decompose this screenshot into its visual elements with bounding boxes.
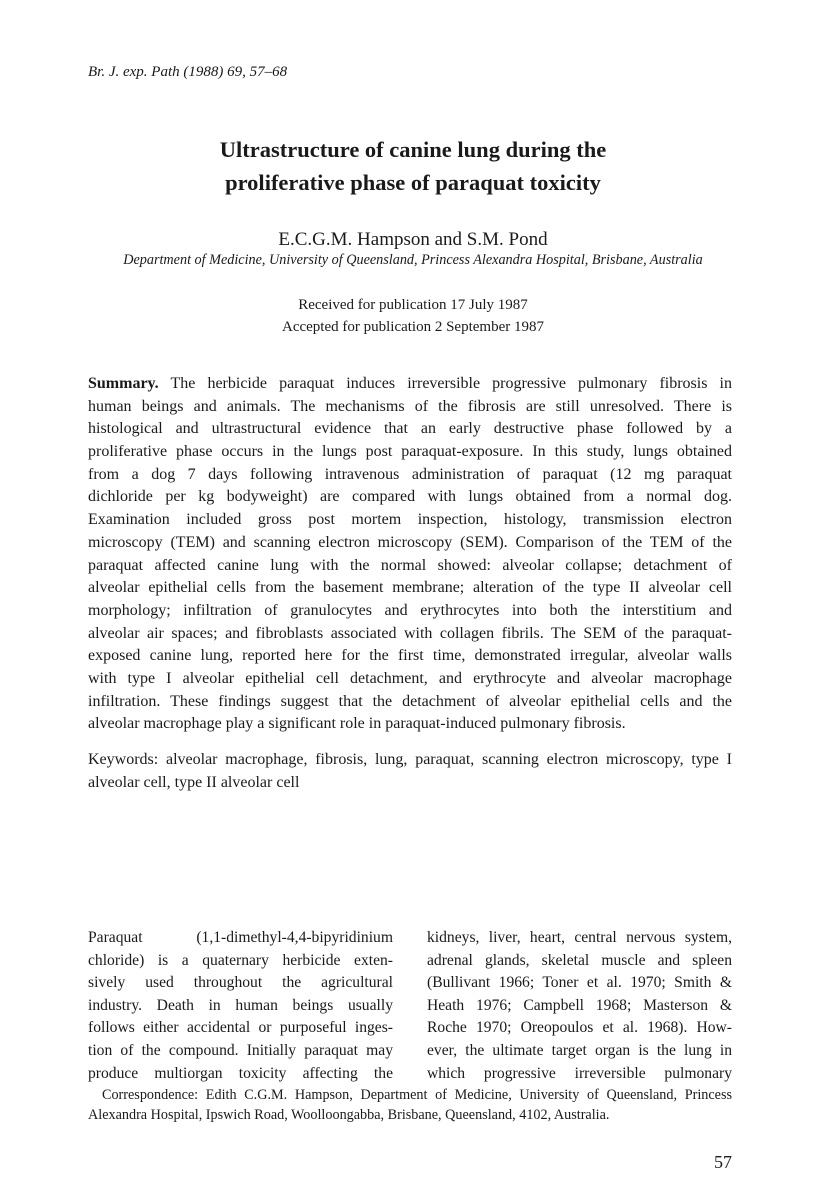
summary-line: Summary. The herbicide paraquat induces irreversible progressive pulmonary fibrosis in — [88, 375, 732, 392]
summary-line: human beings and animals. The mechanisms of the fibrosis are still unresolved. There is — [88, 397, 732, 415]
body-line: Roche 1970; Oreopoulos et al. 1968). How- — [427, 1019, 732, 1037]
received-date: Received for publication 17 July 1987 — [298, 297, 528, 313]
summary-line: dichloride per kg bodyweight) are compared with lungs obtained from a normal dog. — [88, 488, 732, 506]
body-line: adrenal glands, skeletal muscle and spleen — [427, 951, 732, 969]
keywords-line: alveolar cell, type II alveolar cell — [88, 773, 300, 791]
publication-dates — [0, 294, 816, 338]
summary-line: paraquat affected canine lung with the normal showed: alveolar collapse; detachment of — [88, 556, 732, 574]
correspondence-footnote — [88, 1085, 732, 1125]
summary-label: Summary. — [88, 375, 159, 392]
body-line: Paraquat (1,1-dimethyl-4,4-bipyridinium — [88, 929, 393, 946]
title-line: proliferative phase of paraquat toxicity — [225, 170, 601, 195]
summary-line: alveolar air spaces; and fibroblasts associated with collagen fibrils. The SEM of the paraquat- — [88, 624, 732, 642]
authors: E.C.G.M. Hampson and S.M. Pond — [278, 229, 548, 250]
body-line: ever, the ultimate target organ is the lung in — [427, 1041, 732, 1059]
summary-line: alveolar macrophage play a significant role in paraquat-induced pulmonary fibrosis. — [88, 715, 626, 733]
summary-line: infiltration. These findings suggest that the detachment of alveolar epithelial cells and the — [88, 692, 732, 710]
body-line: industry. Death in human beings usually — [88, 996, 393, 1014]
summary-line: morphology; infiltration of granulocytes and erythrocytes into both the interstitium and — [88, 601, 732, 619]
summary-line: from a dog 7 days following intravenous administration of paraquat (12 mg paraquat — [88, 465, 732, 483]
affiliation: Department of Medicine, University of Queensland, Princess Alexandra Hospital, Brisbane, Australia — [123, 252, 703, 268]
body-line: Heath 1976; Campbell 1968; Masterson & — [427, 996, 732, 1014]
body-line: follows either accidental or purposeful inges- — [88, 1019, 393, 1037]
accepted-date: Accepted for publication 2 September 1987 — [281, 319, 544, 335]
summary-line: exposed canine lung, reported here for the first time, demonstrated irregular, alveolar walls — [88, 647, 732, 665]
body-line: produce multiorgan toxicity affecting the — [88, 1064, 393, 1082]
title-line: Ultrastructure of canine lung during the — [219, 137, 607, 162]
summary-line: proliferative phase occurs in the lungs post paraquat-exposure. In this study, lungs obtained — [88, 443, 732, 461]
body-line: sively used throughout the agricultural — [88, 974, 393, 992]
summary-line: microscopy (TEM) and scanning electron microscopy (SEM). Comparison of the TEM of the — [88, 533, 732, 551]
body-line: kidneys, liver, heart, central nervous system, — [427, 929, 732, 946]
footnote-line: Alexandra Hospital, Ipswich Road, Woolloongabba, Brisbane, Queensland, 4102, Australia. — [88, 1107, 610, 1123]
summary-line: Examination included gross post mortem inspection, histology, transmission electron — [88, 511, 732, 529]
body-column-right — [427, 927, 732, 1085]
body-line: which progressive irreversible pulmonary — [427, 1064, 732, 1082]
keywords-line: Keywords: alveolar macrophage, fibrosis, lung, paraquat, scanning electron microscopy, type I — [88, 751, 732, 768]
body-column-left — [88, 927, 393, 1085]
keywords — [88, 749, 732, 794]
body-line: (Bullivant 1966; Toner et al. 1970; Smith & — [427, 974, 732, 992]
summary-line: with type I alveolar epithelial cell detachment, and erythrocyte and alveolar macrophage — [88, 669, 732, 687]
body-line: chloride) is a quaternary herbicide exten- — [88, 951, 393, 969]
summary — [88, 373, 732, 736]
summary-line: alveolar epithelial cells from the basement membrane; alteration of the type II alveolar cell — [88, 579, 732, 597]
footnote-line: Correspondence: Edith C.G.M. Hampson, Department of Medicine, University of Queensland, Princess — [102, 1087, 732, 1103]
journal-reference: Br. J. exp. Path (1988) 69, 57–68 — [88, 64, 288, 80]
article-title — [0, 133, 816, 199]
summary-line: histological and ultrastructural evidence that an early destructive phase followed by a — [88, 420, 732, 438]
page-number: 57 — [714, 1152, 732, 1172]
body-line: tion of the compound. Initially paraquat may — [88, 1041, 393, 1059]
